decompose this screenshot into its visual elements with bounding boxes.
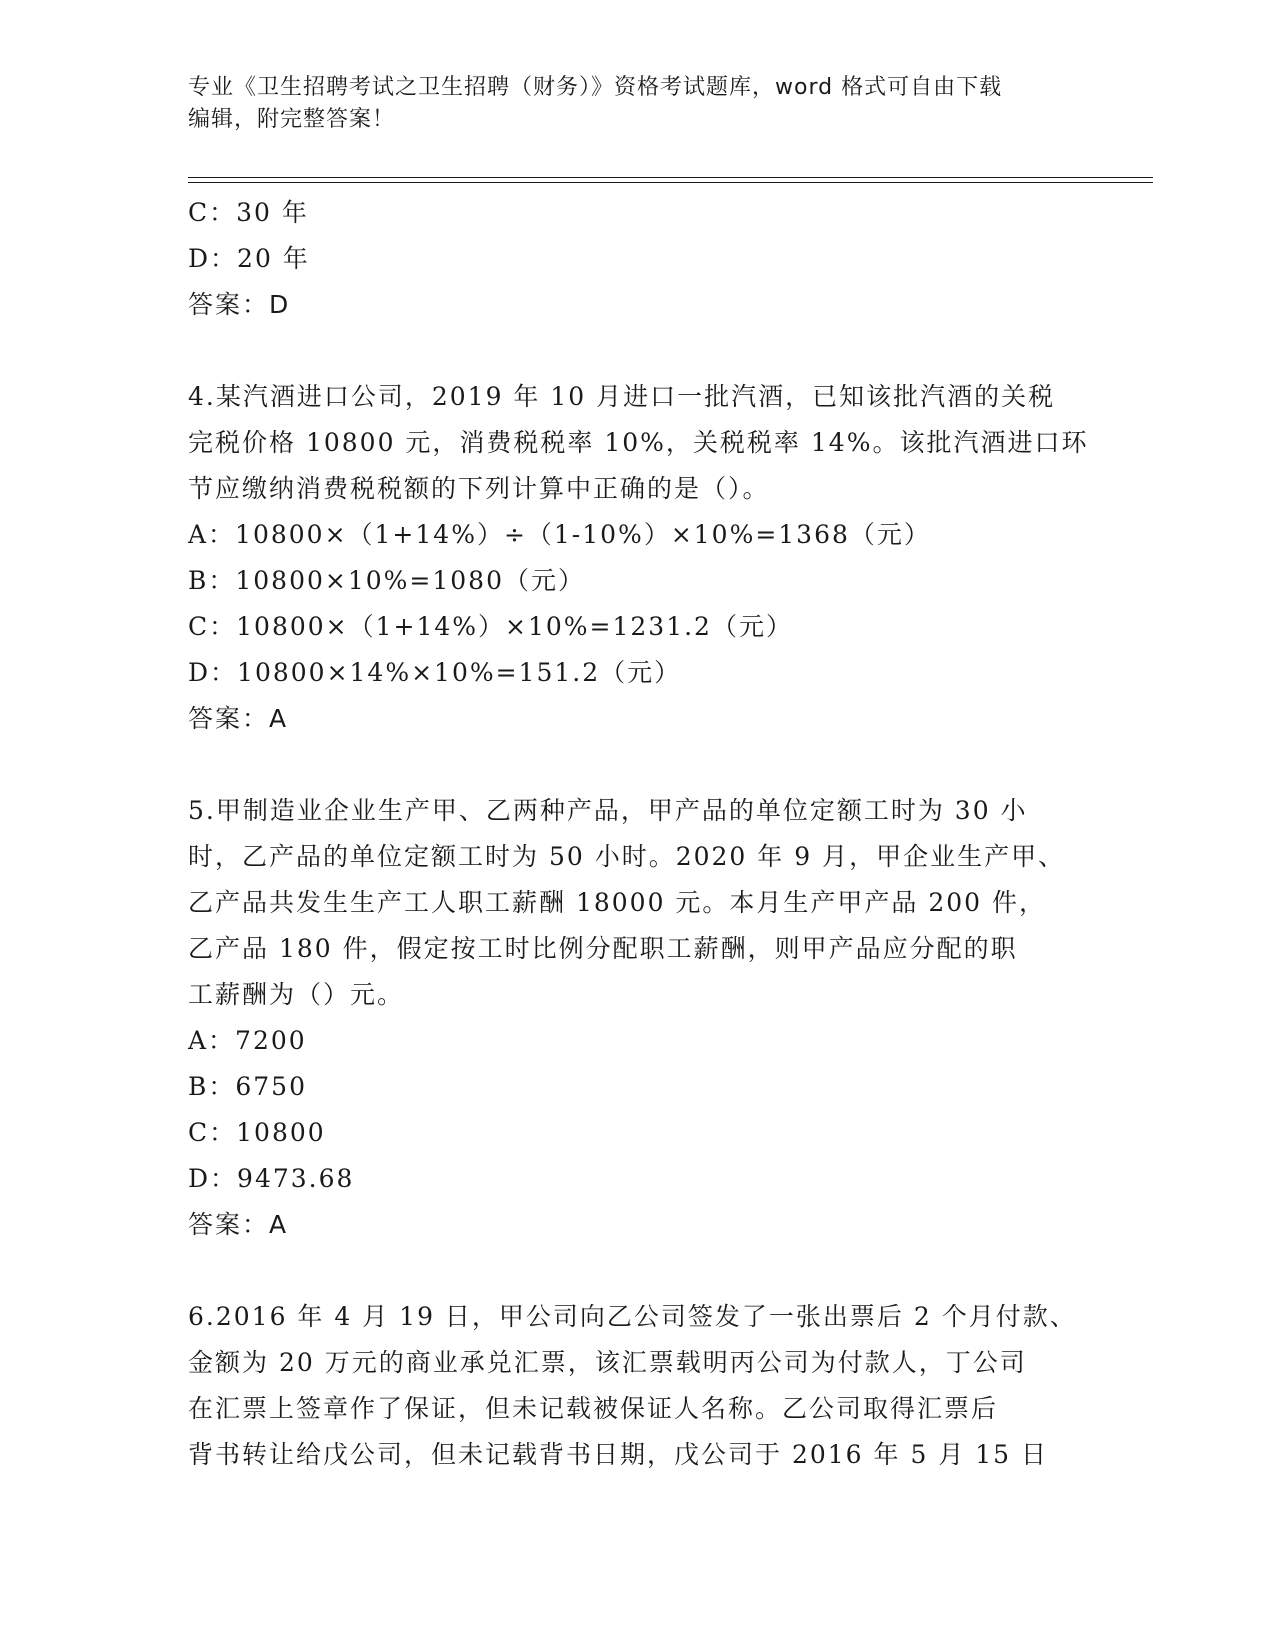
question-4: [188, 374, 1088, 742]
question-text-line: 5.甲制造业企业生产甲、乙两种产品，甲产品的单位定额工时为 30 小: [188, 796, 1028, 825]
option-d: D：9473.68: [188, 1164, 355, 1193]
option-b: B：10800×10%=1080（元）: [188, 566, 585, 595]
option-d: D：10800×14%×10%=151.2（元）: [188, 658, 682, 687]
header-line-2: 编辑，附完整答案！: [188, 107, 396, 132]
option-d: D：20 年: [188, 244, 310, 273]
document-content: [188, 190, 1088, 1478]
question-6: [188, 1294, 1088, 1478]
prev-question-block: [188, 190, 1088, 328]
option-b: B：6750: [188, 1072, 307, 1101]
question-text-line: 6.2016 年 4 月 19 日，甲公司向乙公司签发了一张出票后 2 个月付款、: [188, 1302, 1077, 1331]
question-text-line: 乙产品共发生生产工人职工薪酬 18000 元。本月生产甲产品 200 件，: [188, 888, 1047, 917]
option-c: C：10800×（1+14%）×10%=1231.2（元）: [188, 612, 793, 641]
header-divider-bottom: [188, 182, 1153, 183]
header-line-1: 专业《卫生招聘考试之卫生招聘（财务）》资格考试题库，word 格式可自由下载: [188, 75, 1003, 100]
spacer: [188, 742, 1088, 788]
spacer: [188, 328, 1088, 374]
answer-line: 答案：A: [188, 1210, 289, 1239]
question-text-line: 金额为 20 万元的商业承兑汇票，该汇票载明丙公司为付款人，丁公司: [188, 1348, 1027, 1377]
option-a: A：7200: [188, 1026, 307, 1055]
question-text-line: 4.某汽酒进口公司，2019 年 10 月进口一批汽酒，已知该批汽酒的关税: [188, 382, 1056, 411]
question-text-line: 时，乙产品的单位定额工时为 50 小时。2020 年 9 月，甲企业生产甲、: [188, 842, 1066, 871]
question-text-line: 工薪酬为（）元。: [188, 980, 405, 1009]
question-text-line: 完税价格 10800 元，消费税税率 10%，关税税率 14%。该批汽酒进口环: [188, 428, 1089, 457]
answer-line: 答案：A: [188, 704, 289, 733]
page-header: [188, 72, 1088, 136]
question-text-line: 在汇票上签章作了保证，但未记载被保证人名称。乙公司取得汇票后: [188, 1394, 999, 1423]
spacer: [188, 1248, 1088, 1294]
option-c: C：10800: [188, 1118, 326, 1147]
answer-line: 答案：D: [188, 290, 291, 319]
option-c: C：30 年: [188, 198, 309, 227]
question-text-line: 节应缴纳消费税税额的下列计算中正确的是（）。: [188, 474, 770, 503]
header-divider-top: [188, 177, 1153, 178]
option-a: A：10800×（1+14%）÷（1-10%）×10%=1368（元）: [188, 520, 931, 549]
question-text-line: 背书转让给戊公司，但未记载背书日期，戊公司于 2016 年 5 月 15 日: [188, 1440, 1049, 1469]
question-5: [188, 788, 1088, 1248]
question-text-line: 乙产品 180 件，假定按工时比例分配职工薪酬，则甲产品应分配的职: [188, 934, 1018, 963]
